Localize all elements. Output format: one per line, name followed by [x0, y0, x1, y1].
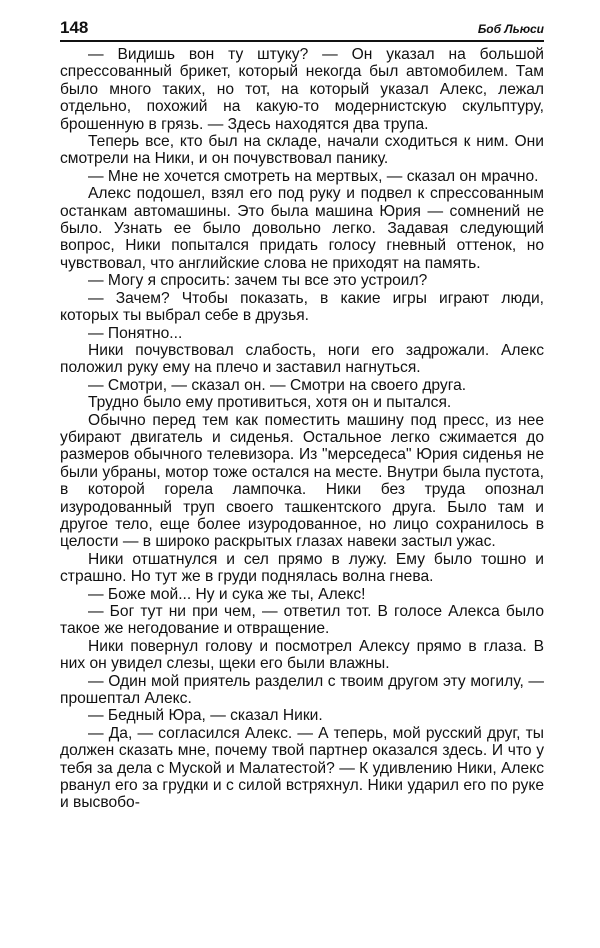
paragraph: — Один мой приятель разделил с твоим другом эту могилу, — прошептал Алекс. — [60, 672, 544, 708]
paragraph: Трудно было ему противиться, хотя он и пытался. — [88, 394, 452, 412]
paragraph: Обычно перед тем как поместить машину под пресс, из нее убирают двигатель и сиденья. Остальное легко сжимается до размеров обычного телевизора. Из "мерседеса" Юрия сиденья не были убраны, мотор тоже остался на месте. Внутри была пустота, в которой горела лампочка. Ники без труда опознал изуродованный труп своего ташкентского друга. Было там и другое тело, еще более изуродованное, но лицо сохранилось в целости — в широко раскрытых глазах навеки застыл ужас. — [60, 411, 544, 551]
paragraph: — Зачем? Чтобы показать, в какие игры играют люди, которых ты выбрал себе в друзья. — [60, 289, 544, 325]
paragraph: — Бедный Юра, — сказал Ники. — [88, 707, 323, 725]
body-text — [60, 46, 544, 812]
paragraph: — Да, — согласился Алекс. — А теперь, мой русский друг, ты должен сказать мне, почему твой партнер оказался здесь. И что у тебя за дела с Муской и Малатестой? — К удивлению Ники, Алекс рванул его за грудки и с силой встряхнул. Ники ударил его по руке и высвобо- — [60, 724, 544, 812]
book-page — [60, 18, 544, 812]
paragraph: Ники почувствовал слабость, ноги его задрожали. Алекс положил руку ему на плечо и заставил нагнуться. — [60, 341, 544, 377]
paragraph: Теперь все, кто был на складе, начали сходиться к ним. Они смотрели на Ники, и он почувствовал панику. — [60, 133, 544, 168]
running-title: Боб Льюси — [477, 22, 544, 36]
page-header — [60, 18, 544, 42]
paragraph: Ники повернул голову и посмотрел Алексу прямо в глаза. В них он увидел слезы, щеки его были влажны. — [60, 637, 544, 673]
page-number: 148 — [60, 18, 89, 37]
paragraph: — Могу я спросить: зачем ты все это устроил? — [88, 272, 428, 290]
paragraph: — Боже мой... Ну и сука же ты, Алекс! — [88, 585, 366, 603]
paragraph: — Бог тут ни при чем, — ответил тот. В голосе Алекса было такое же негодование и отвращение. — [60, 603, 544, 638]
paragraph: Алекс подошел, взял его под руку и подвел к спрессованным останкам автомашины. Это была машина Юрия — сомнений не было. Узнать ее было довольно легко. Задавая следующий вопрос, Ники попытался придать голосу гневный оттенок, но чувствовал, что английские слова не приходят на память. — [60, 185, 544, 272]
paragraph: — Видишь вон ту штуку? — Он указал на большой спрессованный брикет, который некогда был автомобилем. Там было много таких, но тот, на который указал Алекс, лежал отдельно, похожий на какую-то модернистскую скульптуру, брошенную в грязь. — Здесь находятся два трупа. — [60, 46, 544, 133]
paragraph: — Понятно... — [88, 324, 183, 342]
paragraph: — Смотри, — сказал он. — Смотри на своего друга. — [88, 376, 467, 394]
paragraph: Ники отшатнулся и сел прямо в лужу. Ему было тошно и страшно. Но тут же в груди поднялась волна гнева. — [60, 550, 544, 586]
paragraph: — Мне не хочется смотреть на мертвых, — сказал он мрачно. — [88, 167, 539, 185]
